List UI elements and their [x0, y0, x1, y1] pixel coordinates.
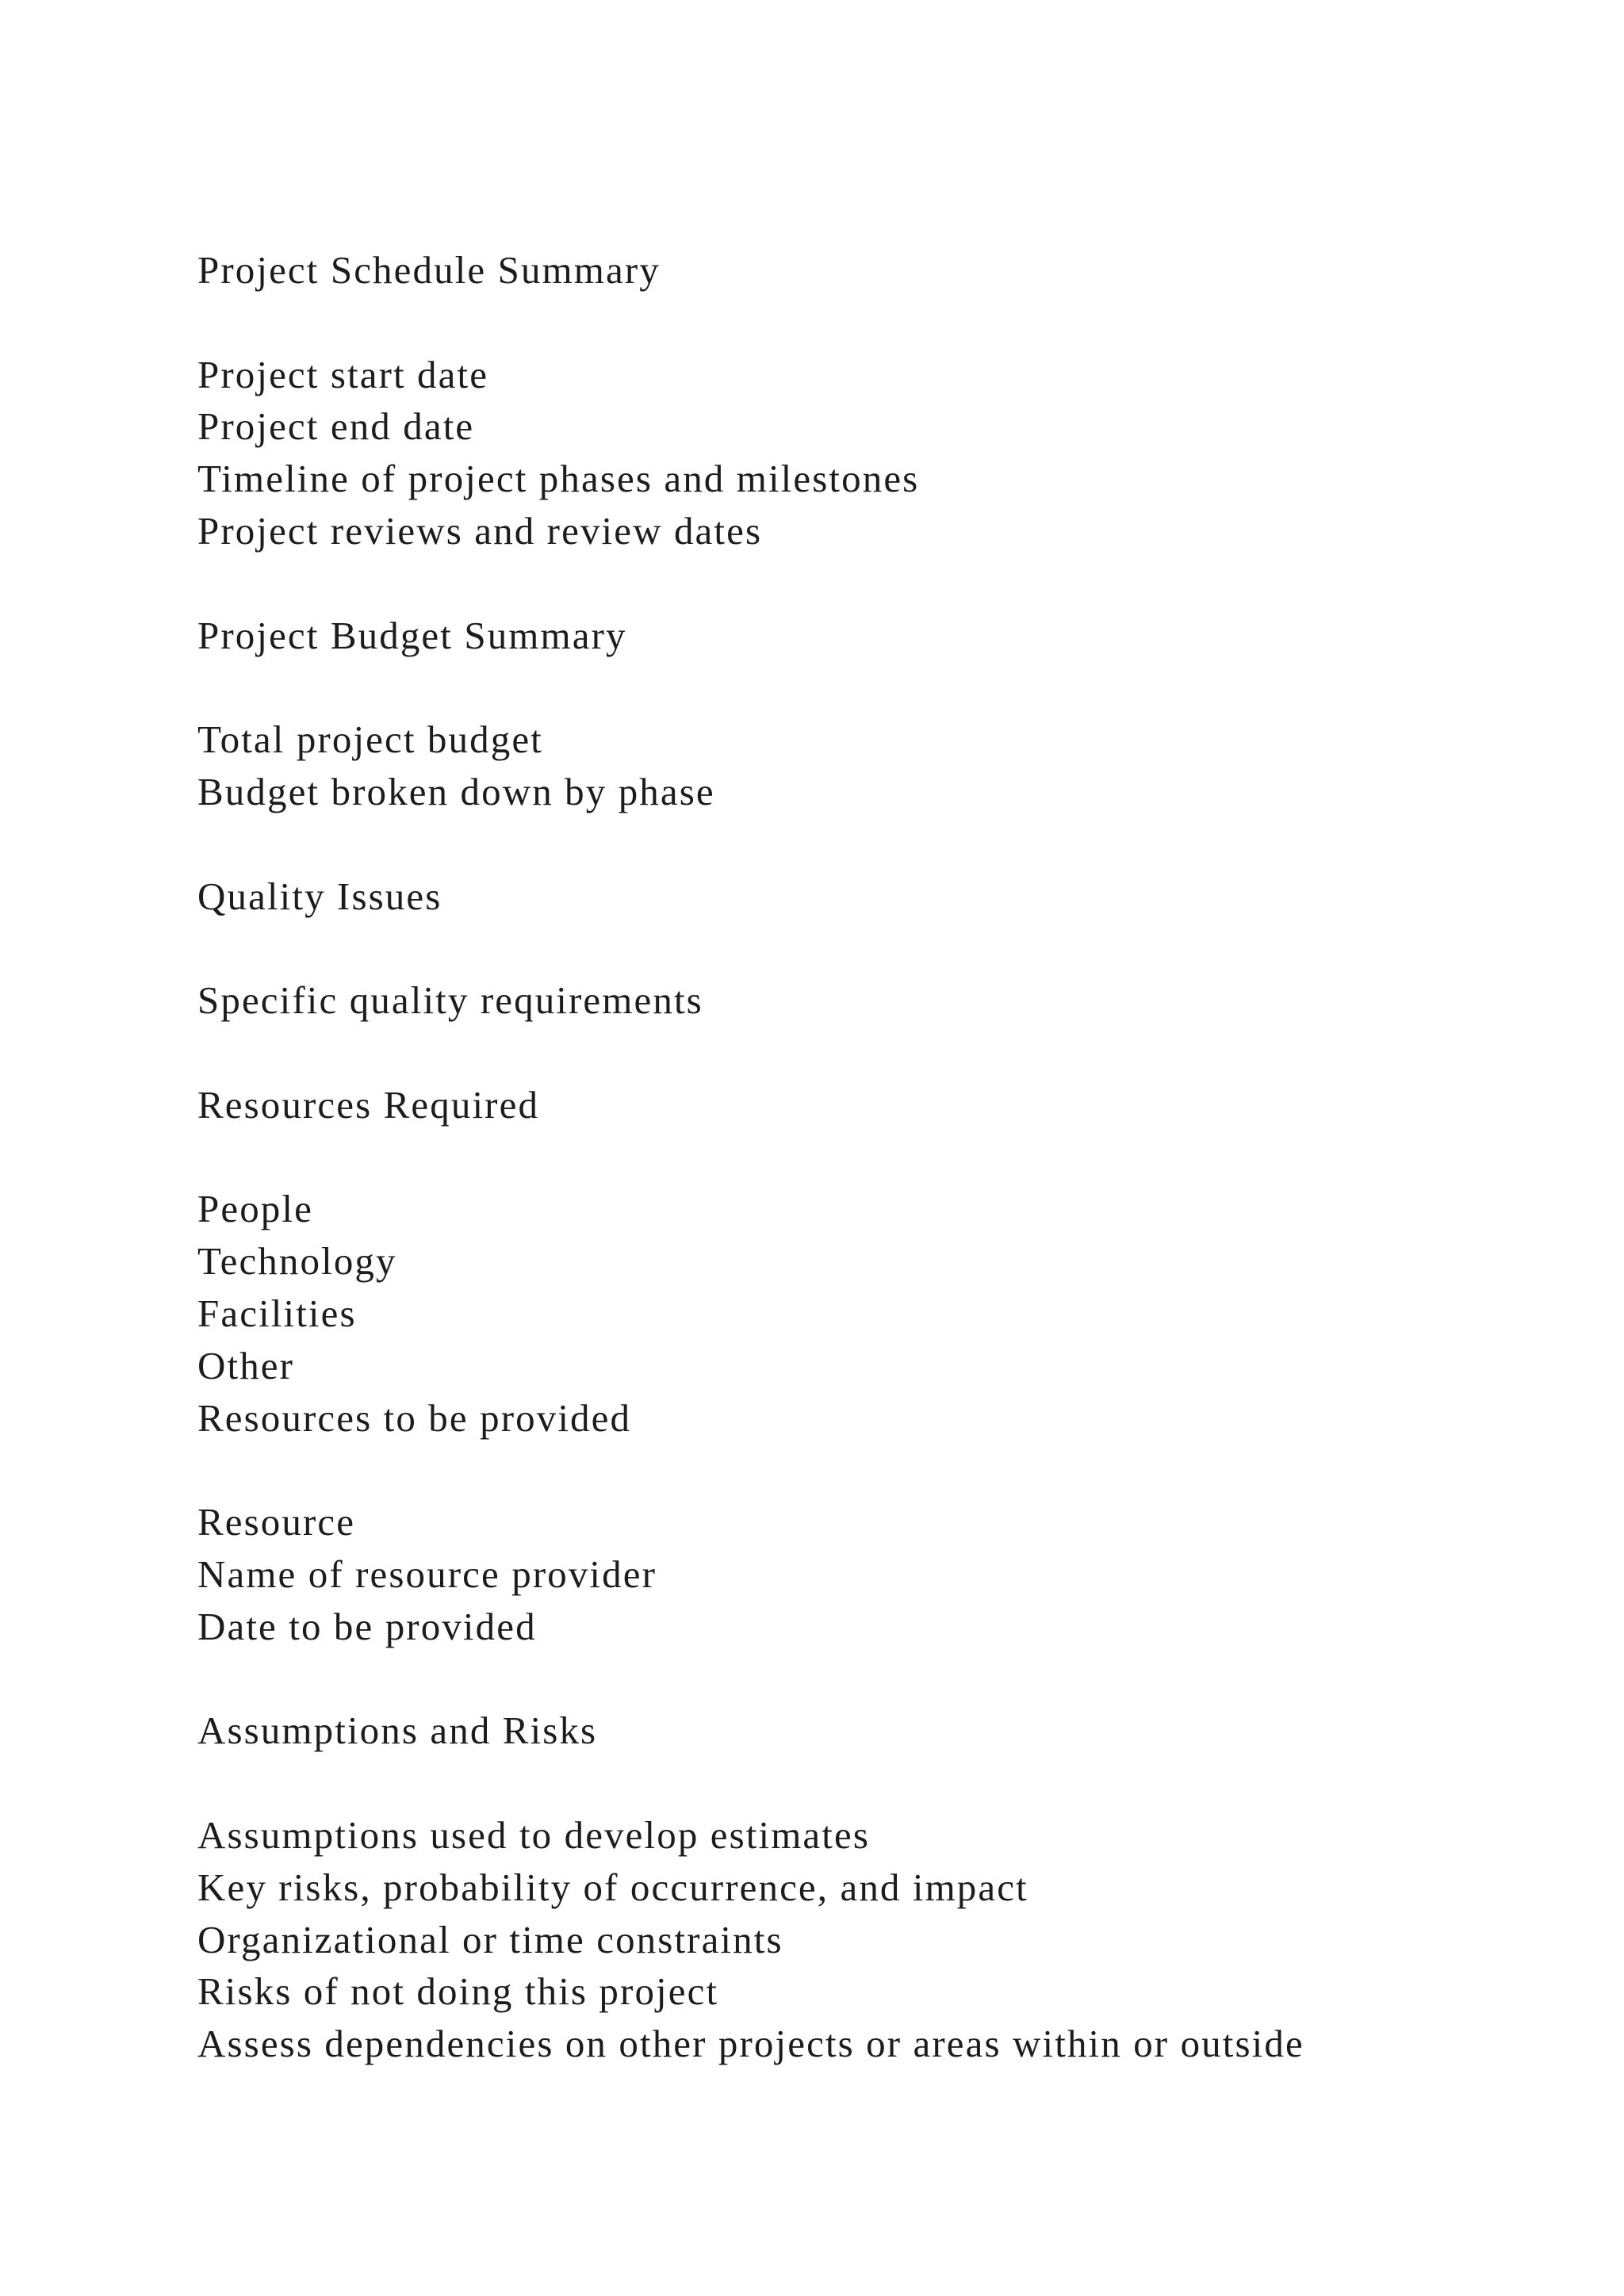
resource-provision-item: Name of resource provider: [197, 1552, 657, 1596]
schedule-item: Project start date: [197, 352, 489, 396]
resources-item: Other: [197, 1343, 295, 1387]
schedule-item: Timeline of project phases and milestones: [197, 457, 920, 501]
schedule-item: Project reviews and review dates: [197, 508, 763, 553]
blank-line: [197, 1444, 1545, 1496]
budget-item: Budget broken down by phase: [197, 769, 715, 813]
resources-item: People: [197, 1187, 313, 1231]
blank-line: [197, 1757, 1545, 1809]
section-heading-quality: Quality Issues: [197, 874, 442, 918]
section-heading-assumptions: Assumptions and Risks: [197, 1709, 598, 1753]
assumptions-item: Assumptions used to develop estimates: [197, 1812, 871, 1857]
blank-line: [197, 1653, 1545, 1705]
blank-line: [197, 818, 1545, 871]
section-heading-resources: Resources Required: [197, 1082, 540, 1127]
assumptions-item: Assess dependencies on other projects or areas within or outside: [197, 2022, 1304, 2066]
blank-line: [197, 922, 1545, 974]
blank-line: [197, 297, 1545, 349]
resources-item: Technology: [197, 1239, 397, 1284]
blank-line: [197, 1131, 1545, 1184]
blank-line: [197, 661, 1545, 714]
assumptions-item: Key risks, probability of occurrence, and impact: [197, 1865, 1028, 1909]
document-body: [197, 244, 1545, 2070]
section-heading-budget: Project Budget Summary: [197, 613, 627, 657]
blank-line: [197, 557, 1545, 610]
section-heading-schedule: Project Schedule Summary: [197, 248, 661, 292]
blank-line: [197, 1027, 1545, 1079]
quality-item: Specific quality requirements: [197, 978, 703, 1023]
assumptions-item: Risks of not doing this project: [197, 1969, 719, 2014]
schedule-item: Project end date: [197, 404, 475, 449]
resources-item: Resources to be provided: [197, 1395, 632, 1440]
assumptions-item: Organizational or time constraints: [197, 1917, 783, 1961]
resources-item: Facilities: [197, 1291, 357, 1335]
resource-provision-item: Date to be provided: [197, 1604, 537, 1648]
budget-item: Total project budget: [197, 718, 543, 762]
resource-provision-item: Resource: [197, 1500, 356, 1544]
